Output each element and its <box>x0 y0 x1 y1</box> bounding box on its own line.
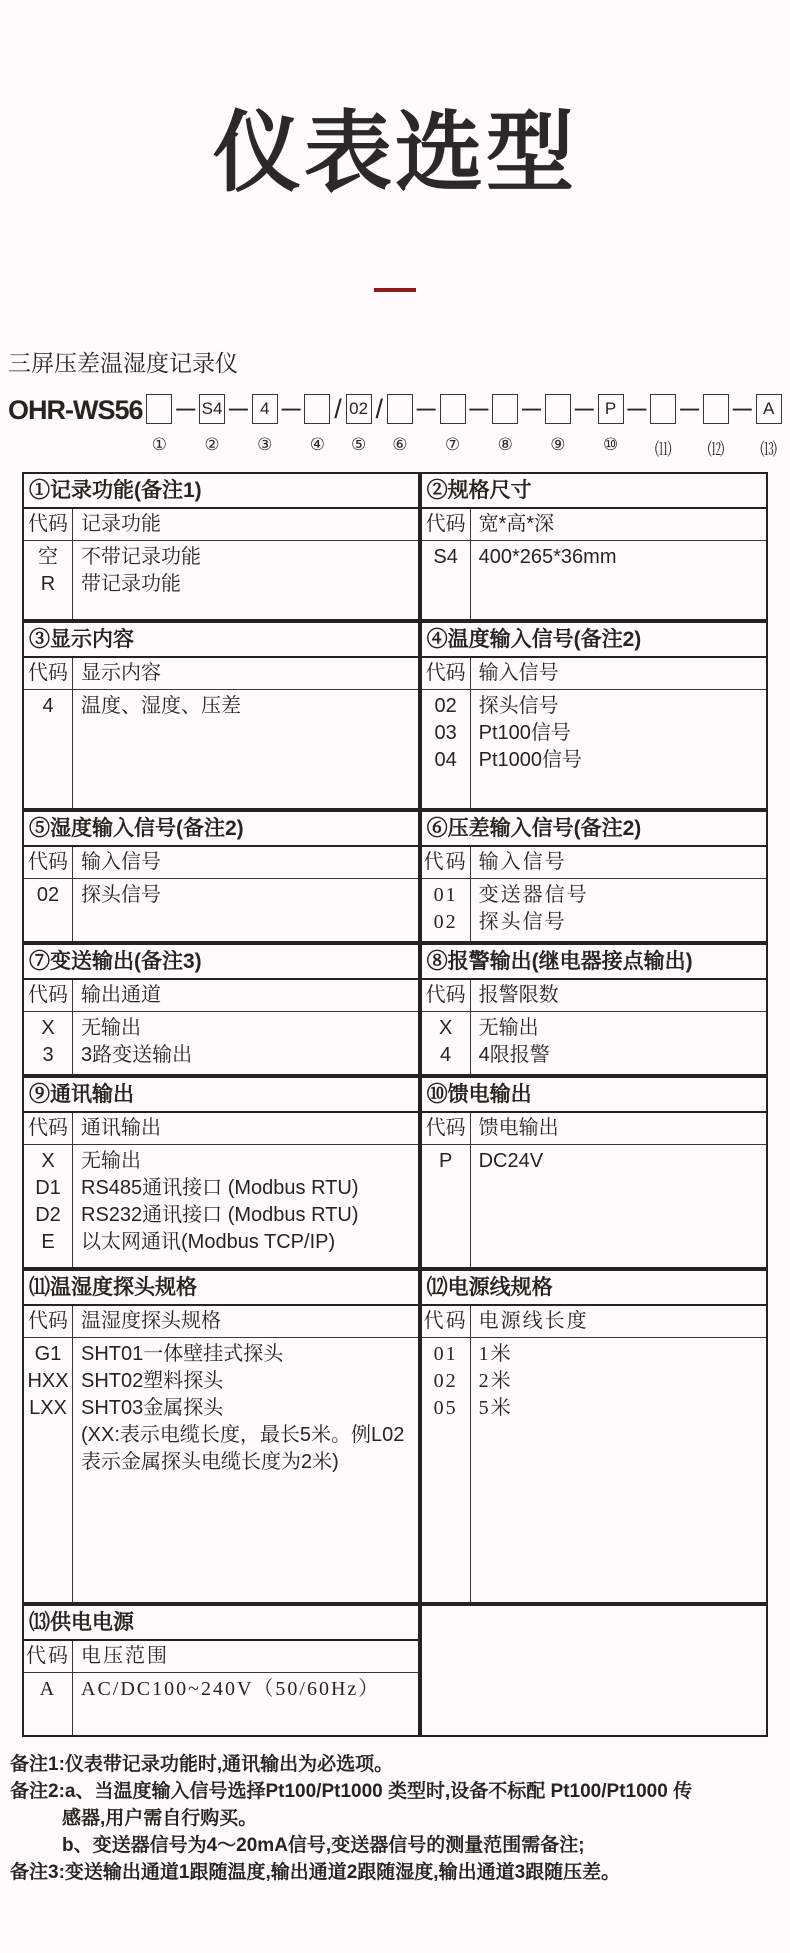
table-band <box>22 1604 768 1737</box>
section-title: ⒀供电电源 <box>24 1606 418 1641</box>
code-box: S4 <box>199 394 225 424</box>
desc-column <box>73 541 418 619</box>
section-title: ⑦变送输出(备注3) <box>24 945 418 980</box>
column-header-desc: 输出通道 <box>81 983 161 1006</box>
code-column <box>24 690 73 808</box>
desc-column <box>471 1338 766 1602</box>
section-data <box>422 1338 766 1602</box>
desc-column <box>471 1012 766 1074</box>
section-title: ⑿电源线规格 <box>422 1271 766 1306</box>
column-header-desc: 显示内容 <box>81 661 161 684</box>
code-cell: R <box>40 572 56 595</box>
position-number: ④ <box>309 434 326 454</box>
table-band <box>22 1269 768 1604</box>
column-header-code: 代码 <box>24 1641 73 1672</box>
desc-cell: 3路变送输出 <box>81 1043 193 1066</box>
model-prefix: OHR-WS56 <box>8 394 143 425</box>
code-separator: — <box>176 398 196 420</box>
code-box <box>545 394 571 424</box>
section-data <box>24 1673 418 1735</box>
code-separator: — <box>469 398 489 420</box>
code-separator: — <box>522 398 542 420</box>
position-number: ⑿ <box>707 439 725 459</box>
section-header-row <box>422 847 766 879</box>
code-cell: E <box>41 1230 55 1253</box>
section-header-row <box>422 509 766 541</box>
code-cell: 02 <box>433 1369 458 1392</box>
column-header-code: 代码 <box>24 1113 73 1144</box>
code-separator: — <box>732 398 752 420</box>
table-section <box>22 1076 420 1269</box>
code-separator: — <box>680 398 700 420</box>
code-column <box>422 879 471 941</box>
section-title: ③显示内容 <box>24 623 418 658</box>
column-header-desc: 通讯输出 <box>81 1116 161 1139</box>
column-header-code: 代码 <box>422 847 471 878</box>
code-cell: 4 <box>440 1043 452 1066</box>
code-column <box>422 1145 471 1267</box>
position-number: ⑦ <box>444 434 461 454</box>
code-slot <box>492 394 518 455</box>
desc-cell: SHT02塑料探头 <box>81 1369 224 1392</box>
code-cell: S4 <box>433 545 458 568</box>
position-number: ⑤ <box>351 434 367 454</box>
code-cell: 02 <box>434 694 457 717</box>
section-title: ⑨通讯输出 <box>24 1078 418 1113</box>
desc-column <box>73 879 418 941</box>
column-header-code: 代码 <box>422 1306 471 1337</box>
table-section <box>420 1604 768 1737</box>
desc-cell: 无输出 <box>81 1149 141 1172</box>
code-cell: P <box>438 1149 453 1172</box>
section-header-row <box>24 1113 418 1145</box>
table-section <box>22 1604 420 1737</box>
desc-column <box>73 1012 418 1074</box>
position-number: ① <box>151 434 167 454</box>
section-title: ⑩馈电输出 <box>422 1078 766 1113</box>
desc-cell: DC24V <box>478 1149 544 1172</box>
table-section <box>420 1076 768 1269</box>
code-slot <box>146 394 172 455</box>
note-line: 备注3:变送输出通道1跟随温度,输出通道2跟随湿度,输出通道3跟随压差。 <box>10 1861 621 1883</box>
position-number: ⑾ <box>654 439 672 459</box>
product-subtitle: 三屏压差温湿度记录仪 <box>8 349 238 376</box>
column-header-desc: 输入信号 <box>478 661 559 684</box>
column-header-desc: 报警限数 <box>478 983 559 1006</box>
column-header-code: 代码 <box>422 658 471 689</box>
desc-column <box>73 1145 418 1267</box>
section-header-row <box>422 658 766 690</box>
position-number: ⑨ <box>550 434 566 454</box>
desc-column <box>471 1145 766 1267</box>
desc-cell: 变送器信号 <box>478 883 589 906</box>
code-box <box>146 394 172 424</box>
code-cell: 02 <box>433 910 458 933</box>
code-cell: 03 <box>434 721 457 744</box>
column-header-desc: 温湿度探头规格 <box>81 1309 221 1332</box>
desc-cell: Pt100信号 <box>478 721 571 744</box>
code-cell <box>24 1422 72 1449</box>
code-cell: X <box>438 1016 453 1039</box>
code-column <box>422 541 471 619</box>
code-cell: HXX <box>27 1369 69 1392</box>
desc-cell: 温度、湿度、压差 <box>81 694 241 717</box>
code-slot <box>440 394 466 455</box>
table-section <box>420 621 768 810</box>
code-slot <box>545 394 571 455</box>
section-data <box>24 690 418 808</box>
desc-cell: 以太网通讯(Modbus TCP/IP) <box>81 1230 336 1253</box>
desc-column <box>73 690 418 808</box>
column-header-desc: 记录功能 <box>81 512 161 535</box>
code-column <box>24 879 73 941</box>
table-section <box>22 943 420 1076</box>
section-title: ⑤湿度输入信号(备注2) <box>24 812 418 847</box>
position-number: ⒀ <box>760 439 778 459</box>
section-data <box>24 1145 418 1267</box>
section-data <box>24 1012 418 1074</box>
desc-cell: Pt1000信号 <box>478 748 582 771</box>
code-cell: 05 <box>433 1396 458 1419</box>
section-header-row <box>24 658 418 690</box>
position-number: ⑧ <box>497 434 513 454</box>
code-cell: 01 <box>433 1342 458 1365</box>
section-data <box>24 541 418 619</box>
code-cell: D2 <box>35 1203 61 1226</box>
code-column <box>24 541 73 619</box>
desc-cell: 1米 <box>478 1342 513 1365</box>
code-slot <box>199 394 225 455</box>
code-box <box>703 394 729 424</box>
code-separator: — <box>228 398 248 420</box>
code-separator: / <box>334 393 342 424</box>
desc-cell: AC/DC100~240V（50/60Hz） <box>81 1677 381 1700</box>
desc-cell: SHT01一体壁挂式探头 <box>81 1342 284 1365</box>
code-cell: D1 <box>35 1176 61 1199</box>
desc-cell: 4限报警 <box>478 1043 550 1066</box>
code-separator: — <box>281 398 301 420</box>
page-title: 仪表选型 <box>212 103 577 202</box>
code-column <box>422 690 471 808</box>
column-header-desc: 电压范围 <box>81 1644 169 1667</box>
section-title: ④温度输入信号(备注2) <box>422 623 766 658</box>
desc-column <box>471 690 766 808</box>
code-column <box>422 1012 471 1074</box>
code-cell: 04 <box>434 748 457 771</box>
section-header-row <box>422 980 766 1012</box>
code-column <box>24 1673 73 1735</box>
code-column <box>422 1338 471 1602</box>
table-section <box>22 621 420 810</box>
desc-cell: 2米 <box>478 1369 513 1392</box>
code-box: 4 <box>252 394 278 424</box>
table-section <box>420 472 768 621</box>
code-slot <box>387 394 413 455</box>
section-data <box>24 1338 418 1602</box>
code-cell: 02 <box>36 883 60 906</box>
code-box: P <box>598 394 624 424</box>
code-cell: X <box>41 1149 55 1172</box>
selection-table <box>22 472 768 1737</box>
table-band <box>22 810 768 943</box>
section-header-row <box>24 1306 418 1338</box>
column-header-code: 代码 <box>24 1306 73 1337</box>
desc-cell: RS232通讯接口 (Modbus RTU) <box>81 1203 359 1226</box>
section-data <box>422 690 766 808</box>
code-cell: 01 <box>433 883 458 906</box>
section-title: ⑾温湿度探头规格 <box>24 1271 418 1306</box>
column-header-desc: 宽*高*深 <box>478 512 555 535</box>
code-box: 02 <box>346 394 372 424</box>
column-header-desc: 电源线长度 <box>478 1309 589 1332</box>
table-section <box>420 943 768 1076</box>
code-column <box>24 1338 73 1602</box>
section-header-row <box>422 1306 766 1338</box>
desc-cell: SHT03金属探头 <box>81 1396 224 1419</box>
code-box: A <box>756 394 782 424</box>
code-slot <box>346 394 372 455</box>
code-separator: — <box>574 398 594 420</box>
note-line: b、变送器信号为4～20mA信号,变送器信号的测量范围需备注; <box>62 1834 585 1856</box>
section-data <box>422 879 766 941</box>
code-cell: G1 <box>34 1342 62 1365</box>
desc-cell: 不带记录功能 <box>81 545 201 568</box>
code-separator: — <box>627 398 647 420</box>
desc-column <box>73 1338 418 1602</box>
code-cell: LXX <box>29 1396 67 1419</box>
code-column <box>24 1145 73 1267</box>
column-header-code: 代码 <box>24 658 73 689</box>
code-slot <box>756 394 782 460</box>
desc-cell: (XX:表示电缆长度，最长5米。例L02表示金属探头电缆长度为2米) <box>81 1423 405 1473</box>
note-line: 备注1:仪表带记录功能时,通讯输出为必选项。 <box>10 1753 394 1775</box>
table-band <box>22 472 768 621</box>
column-header-code: 代码 <box>24 847 73 878</box>
desc-cell: 无输出 <box>478 1016 539 1039</box>
accent-dash <box>374 288 416 292</box>
table-section <box>420 810 768 943</box>
desc-cell: 探头信号 <box>478 910 567 933</box>
table-band <box>22 943 768 1076</box>
code-box <box>650 394 676 424</box>
code-slot <box>304 394 330 455</box>
column-header-desc: 输入信号 <box>478 850 567 873</box>
table-section <box>22 810 420 943</box>
section-data <box>422 541 766 619</box>
table-section <box>420 1269 768 1604</box>
column-header-code: 代码 <box>24 980 73 1011</box>
code-box <box>492 394 518 424</box>
desc-cell: 探头信号 <box>478 694 559 717</box>
code-column <box>24 1012 73 1074</box>
code-cell: 4 <box>42 694 54 717</box>
section-header-row <box>24 1641 418 1673</box>
column-header-code: 代码 <box>24 509 73 540</box>
table-section <box>22 1269 420 1604</box>
code-box <box>304 394 330 424</box>
code-separator: — <box>416 398 436 420</box>
footnotes <box>10 1751 780 1886</box>
desc-cell: RS485通讯接口 (Modbus RTU) <box>81 1176 359 1199</box>
table-band <box>22 621 768 810</box>
section-title: ②规格尺寸 <box>422 474 766 509</box>
desc-cell: 5米 <box>478 1396 513 1419</box>
code-slot <box>650 394 676 460</box>
section-data <box>422 1145 766 1267</box>
table-section <box>22 472 420 621</box>
code-cell: X <box>41 1016 55 1039</box>
section-header-row <box>24 847 418 879</box>
code-slot <box>703 394 729 460</box>
desc-cell: 探头信号 <box>81 883 161 906</box>
position-number: ② <box>204 434 220 454</box>
section-data <box>422 1012 766 1074</box>
code-box <box>387 394 413 424</box>
column-header-code: 代码 <box>422 509 471 540</box>
section-title: ⑧报警输出(继电器接点输出) <box>422 945 766 980</box>
column-header-code: 代码 <box>422 1113 471 1144</box>
code-cell: 空 <box>38 545 58 568</box>
section-header-row <box>24 509 418 541</box>
desc-cell: 无输出 <box>81 1016 141 1039</box>
desc-column <box>73 1673 418 1735</box>
desc-cell: 400*265*36mm <box>478 545 617 568</box>
column-header-desc: 输入信号 <box>81 850 161 873</box>
model-code-line <box>8 394 782 460</box>
column-header-code: 代码 <box>422 980 471 1011</box>
code-box <box>440 394 466 424</box>
position-number: ⑩ <box>602 434 619 454</box>
note-line: 备注2:a、当温度输入信号选择Pt100/Pt1000 类型时,设备不标配 Pt100/Pt1000 传 <box>10 1780 693 1802</box>
position-number: ⑥ <box>392 434 408 454</box>
section-title: ①记录功能(备注1) <box>24 474 418 509</box>
section-title: ⑥压差输入信号(备注2) <box>422 812 766 847</box>
code-slot <box>598 394 624 455</box>
code-separator: / <box>375 393 383 424</box>
note-line: 感器,用户需自行购买。 <box>62 1807 258 1829</box>
column-header-desc: 馈电输出 <box>478 1116 559 1139</box>
code-cell: 3 <box>42 1043 54 1066</box>
code-slot <box>252 394 278 455</box>
desc-column <box>471 879 766 941</box>
desc-cell: 带记录功能 <box>81 572 181 595</box>
desc-column <box>471 541 766 619</box>
position-number: ③ <box>257 434 273 454</box>
section-data <box>24 879 418 941</box>
section-header-row <box>422 1113 766 1145</box>
code-cell: A <box>39 1677 57 1700</box>
section-header-row <box>24 980 418 1012</box>
table-band <box>22 1076 768 1269</box>
